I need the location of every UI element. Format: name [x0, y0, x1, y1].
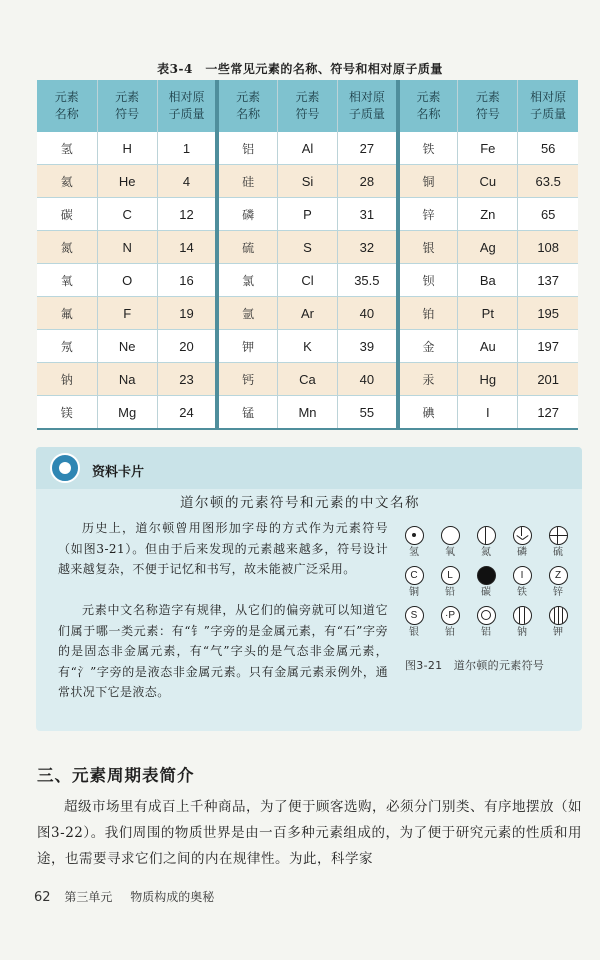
element-name-cell: 铝	[217, 132, 277, 165]
element-name-cell: 钙	[217, 363, 277, 396]
element-symbol-cell: Ba	[458, 264, 518, 297]
table-row	[37, 231, 578, 264]
dalton-Z-icon: Z	[549, 566, 568, 585]
table-row	[37, 396, 578, 430]
dalton-·P-icon: ·P	[441, 606, 460, 625]
dalton-symbol-name: 铅	[445, 587, 455, 598]
header-name-3: 元素 名称	[398, 80, 458, 132]
dalton-symbol-name: 氮	[481, 547, 491, 558]
element-name-cell: 铜	[398, 165, 458, 198]
element-name-cell: 氩	[217, 297, 277, 330]
element-symbol-cell: Si	[277, 165, 337, 198]
dalton-symbol	[506, 606, 538, 644]
dalton-S-icon: S	[405, 606, 424, 625]
dalton-symbol-name: 氧	[445, 547, 455, 558]
unit-title: 物质构成的奥秘	[130, 890, 215, 904]
element-mass-cell: 12	[157, 198, 217, 231]
element-name-cell: 金	[398, 330, 458, 363]
dalton-C-icon: C	[405, 566, 424, 585]
table-row	[37, 165, 578, 198]
card-title: 道尔顿的元素符号和元素的中文名称	[180, 495, 420, 511]
table-body	[37, 132, 578, 429]
header-symbol-1: 元素 符号	[97, 80, 157, 132]
element-mass-cell: 27	[338, 132, 398, 165]
table-caption: 表3-4 一些常见元素的名称、符号和相对原子质量	[157, 62, 443, 76]
element-name-cell: 氖	[37, 330, 97, 363]
element-name-cell: 氧	[37, 264, 97, 297]
dalton-symbol	[542, 566, 574, 604]
header-mass-2: 相对原 子质量	[338, 80, 398, 132]
dalton-symbol-name: 硫	[553, 547, 563, 558]
dalton-cross-icon	[549, 526, 568, 545]
element-mass-cell: 40	[338, 363, 398, 396]
element-mass-cell: 14	[157, 231, 217, 264]
element-name-cell: 氢	[37, 132, 97, 165]
element-name-cell: 钡	[398, 264, 458, 297]
dalton-symbol-name: 钾	[553, 627, 563, 638]
section-body-text: 超级市场里有成百上千种商品，为了便于顾客选购，必须分门别类、有序地摆放（如图3-22）。我们周围的物质世界是由一百多种元素组成的，为了便于研究元素的性质和用途，也需要寻求它们之间的内在规律性。为此，科学家	[37, 799, 582, 867]
element-symbol-cell: I	[458, 396, 518, 430]
element-table	[37, 80, 578, 430]
table-row	[37, 198, 578, 231]
dalton-symbol	[470, 566, 502, 604]
element-symbol-cell: Cl	[277, 264, 337, 297]
element-symbol-cell: H	[97, 132, 157, 165]
card-header	[36, 447, 582, 489]
header-mass-3: 相对原 子质量	[518, 80, 578, 132]
card-label: 资料卡片	[92, 465, 145, 480]
element-mass-cell: 197	[518, 330, 578, 363]
figure-caption: 图3-21 道尔顿的元素符号	[405, 659, 545, 672]
dalton-symbol	[434, 606, 466, 644]
dalton-symbol	[398, 566, 430, 604]
element-symbol-cell: K	[277, 330, 337, 363]
dalton-symbol-name: 铜	[409, 587, 419, 598]
element-symbol-cell: F	[97, 297, 157, 330]
element-name-cell: 铁	[398, 132, 458, 165]
element-symbol-cell: Fe	[458, 132, 518, 165]
element-symbol-cell: Hg	[458, 363, 518, 396]
element-name-cell: 氮	[37, 231, 97, 264]
dalton-symbol	[470, 606, 502, 644]
element-mass-cell: 108	[518, 231, 578, 264]
element-name-cell: 银	[398, 231, 458, 264]
card-paragraph-naming: 元素中文名称造字有规律，从它们的偏旁就可以知道它们属于哪一类元素：有“钅”字旁的是金属元素，有“石”字旁的是固态非金属元素，有“气”字头的是气态非金属元素，有“氵”字旁的是液态非金属元素。只有金属元素汞例外，通常状况下它是液态。	[58, 603, 388, 699]
table-row	[37, 264, 578, 297]
element-mass-cell: 39	[338, 330, 398, 363]
element-mass-cell: 31	[338, 198, 398, 231]
element-name-cell: 氯	[217, 264, 277, 297]
dalton-symbol	[542, 526, 574, 564]
dalton-L-icon: L	[441, 566, 460, 585]
element-name-cell: 氟	[37, 297, 97, 330]
table-row	[37, 132, 578, 165]
dalton-symbol-name: 氢	[409, 547, 419, 558]
dalton-symbol-name: 铁	[517, 587, 527, 598]
element-symbol-cell: Zn	[458, 198, 518, 231]
element-mass-cell: 127	[518, 396, 578, 430]
element-name-cell: 磷	[217, 198, 277, 231]
element-mass-cell: 19	[157, 297, 217, 330]
dalton-bars2-icon	[549, 606, 568, 625]
card-paragraph-history: 历史上，道尔顿曾用图形加字母的方式作为元素符号（如图3-21）。但由于后来发现的元素越来越多，符号设计越来越复杂，不便于记忆和书写，故未能被广泛采用。	[58, 521, 388, 576]
dalton-vline-icon	[477, 526, 496, 545]
dalton-symbol-name: 钠	[517, 627, 527, 638]
element-mass-cell: 35.5	[338, 264, 398, 297]
dalton-symbol	[506, 526, 538, 564]
element-mass-cell: 56	[518, 132, 578, 165]
element-name-cell: 碘	[398, 396, 458, 430]
dalton-symbol	[398, 526, 430, 564]
info-card-icon	[50, 453, 80, 483]
dalton-I-icon: I	[513, 566, 532, 585]
dalton-symbol-name: 铝	[481, 627, 491, 638]
element-mass-cell: 24	[157, 396, 217, 430]
element-symbol-cell: Na	[97, 363, 157, 396]
element-symbol-cell: Cu	[458, 165, 518, 198]
dalton-empty-icon	[441, 526, 460, 545]
element-mass-cell: 28	[338, 165, 398, 198]
element-symbol-cell: S	[277, 231, 337, 264]
element-mass-cell: 201	[518, 363, 578, 396]
element-mass-cell: 20	[157, 330, 217, 363]
dalton-symbol-name: 铂	[445, 627, 455, 638]
element-mass-cell: 195	[518, 297, 578, 330]
unit-label: 第三单元	[64, 890, 113, 904]
dalton-symbol	[542, 606, 574, 644]
header-symbol-3: 元素 符号	[458, 80, 518, 132]
element-name-cell: 钾	[217, 330, 277, 363]
dalton-symbol-name: 银	[409, 627, 419, 638]
element-mass-cell: 137	[518, 264, 578, 297]
element-symbol-cell: Ag	[458, 231, 518, 264]
element-symbol-cell: Pt	[458, 297, 518, 330]
element-name-cell: 锌	[398, 198, 458, 231]
dalton-dot-icon	[405, 526, 424, 545]
dalton-symbol	[470, 526, 502, 564]
table-row	[37, 363, 578, 396]
dalton-symbol-name: 磷	[517, 547, 527, 558]
page-footer	[34, 888, 214, 905]
element-name-cell: 钠	[37, 363, 97, 396]
dalton-filled-icon	[477, 566, 496, 585]
element-mass-cell: 63.5	[518, 165, 578, 198]
element-name-cell: 硅	[217, 165, 277, 198]
dalton-peace-icon	[513, 526, 532, 545]
dalton-ring-icon	[477, 606, 496, 625]
header-name-1: 元素 名称	[37, 80, 97, 132]
element-symbol-cell: O	[97, 264, 157, 297]
element-mass-cell: 23	[157, 363, 217, 396]
element-mass-cell: 40	[338, 297, 398, 330]
element-mass-cell: 1	[157, 132, 217, 165]
dalton-symbol-name: 锌	[553, 587, 563, 598]
header-symbol-2: 元素 符号	[277, 80, 337, 132]
element-mass-cell: 55	[338, 396, 398, 430]
table-row	[37, 330, 578, 363]
element-symbol-cell: Mg	[97, 396, 157, 430]
header-name-2: 元素 名称	[217, 80, 277, 132]
element-name-cell: 镁	[37, 396, 97, 430]
element-symbol-cell: N	[97, 231, 157, 264]
element-symbol-cell: P	[277, 198, 337, 231]
page-number: 62	[34, 890, 51, 905]
element-symbol-cell: C	[97, 198, 157, 231]
element-mass-cell: 16	[157, 264, 217, 297]
element-symbol-cell: Au	[458, 330, 518, 363]
element-name-cell: 硫	[217, 231, 277, 264]
element-symbol-cell: Ca	[277, 363, 337, 396]
element-mass-cell: 65	[518, 198, 578, 231]
element-name-cell: 铂	[398, 297, 458, 330]
element-mass-cell: 32	[338, 231, 398, 264]
element-name-cell: 汞	[398, 363, 458, 396]
header-mass-1: 相对原 子质量	[157, 80, 217, 132]
element-name-cell: 碳	[37, 198, 97, 231]
dalton-symbol	[506, 566, 538, 604]
dalton-symbol	[434, 526, 466, 564]
dalton-symbols-figure	[398, 526, 576, 644]
element-symbol-cell: He	[97, 165, 157, 198]
table-header-row	[37, 80, 578, 132]
dalton-bars-icon	[513, 606, 532, 625]
element-symbol-cell: Mn	[277, 396, 337, 430]
element-symbol-cell: Al	[277, 132, 337, 165]
element-name-cell: 氦	[37, 165, 97, 198]
table-row	[37, 297, 578, 330]
element-mass-cell: 4	[157, 165, 217, 198]
dalton-symbol-name: 碳	[481, 587, 491, 598]
dalton-symbol	[434, 566, 466, 604]
element-name-cell: 锰	[217, 396, 277, 430]
dalton-symbol	[398, 606, 430, 644]
section-heading: 三、元素周期表简介	[37, 766, 195, 785]
element-symbol-cell: Ar	[277, 297, 337, 330]
element-symbol-cell: Ne	[97, 330, 157, 363]
